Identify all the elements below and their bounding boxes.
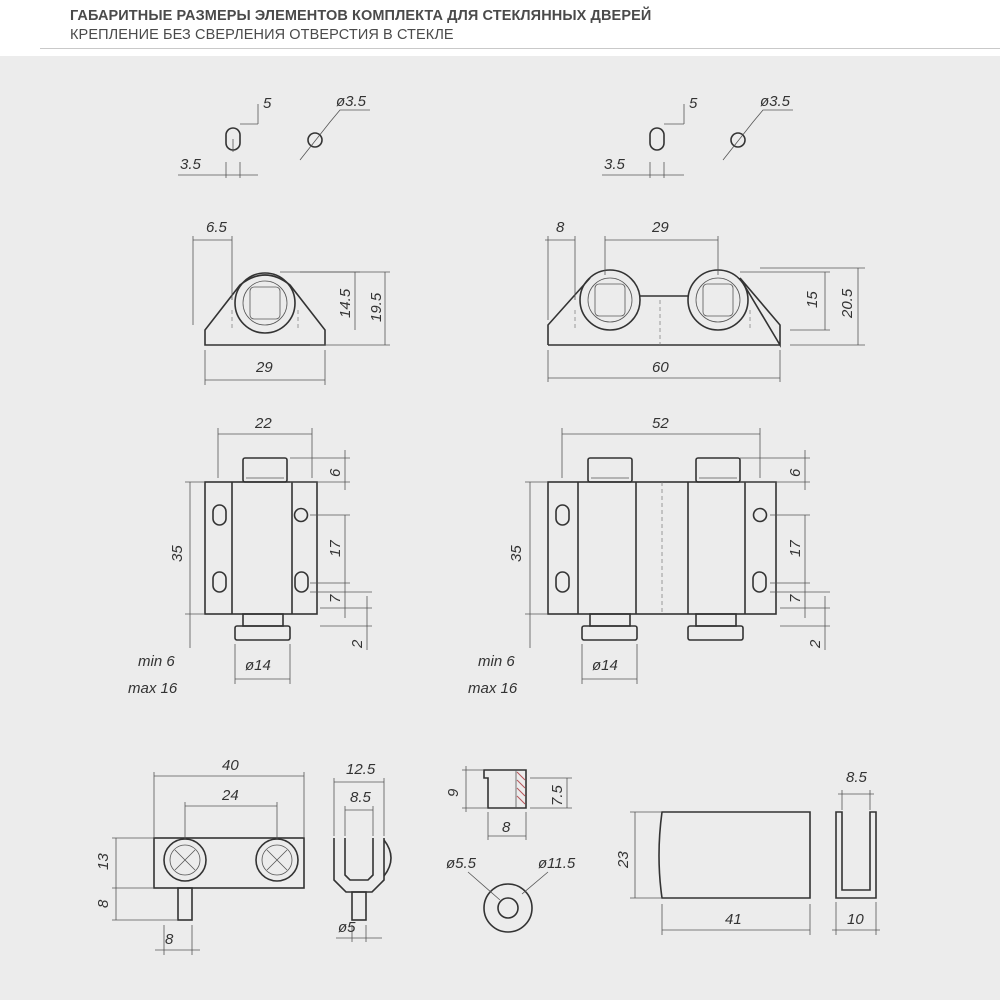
header-bar <box>0 0 1000 56</box>
side-inner-label: 8.5 <box>350 789 371 806</box>
double-max-label: max 16 <box>468 680 518 697</box>
double-roller-diameter-label: ø14 <box>592 657 618 674</box>
single-total-height-label: 19.5 <box>368 292 385 322</box>
single-bracket-front <box>193 219 390 385</box>
double-body-width-label: 52 <box>652 415 669 432</box>
double-hole-pitch-label: 17 <box>787 540 804 557</box>
hole-diameter-label-2: ø3.5 <box>760 93 791 110</box>
double-hole-offset-label: 7 <box>787 594 804 603</box>
header-rule <box>40 48 1000 49</box>
double-bracket-front <box>545 219 865 382</box>
bushing-width-label: 8 <box>502 819 511 836</box>
double-button-height-label: 6 <box>787 468 804 477</box>
cover-width-label: 41 <box>725 911 742 928</box>
technical-drawing <box>0 56 1000 1000</box>
plate-height-label: 13 <box>95 853 112 870</box>
plate-width-label: 40 <box>222 757 239 774</box>
bushing-inner-height-label: 7.5 <box>549 785 566 806</box>
single-hole-pitch-label: 17 <box>327 540 344 557</box>
single-offset-label: 6.5 <box>206 219 227 236</box>
single-min-label: min 6 <box>138 653 175 670</box>
single-body-height-label: 35 <box>169 545 186 562</box>
cover-height-label: 23 <box>615 851 632 868</box>
bushing-height-label: 9 <box>445 788 462 797</box>
double-pitch-label: 29 <box>652 219 669 236</box>
double-offset-label: 8 <box>556 219 565 236</box>
single-body-width-label: 22 <box>255 415 272 432</box>
hole-detail-left <box>300 93 370 160</box>
double-bracket-top <box>468 415 830 697</box>
single-bracket-top <box>128 415 372 697</box>
double-width-label: 60 <box>652 359 669 376</box>
slot-width-label-2: 5 <box>689 95 698 112</box>
side-width-label: 12.5 <box>346 761 376 778</box>
pin-diameter-label: ø5 <box>338 919 356 936</box>
hole-detail-right <box>723 93 793 160</box>
double-total-height-label: 20.5 <box>839 288 856 318</box>
single-max-label: max 16 <box>128 680 178 697</box>
page-subtitle: КРЕПЛЕНИЕ БЕЗ СВЕРЛЕНИЯ ОТВЕРСТИЯ В СТЕКЛЕ <box>70 27 454 43</box>
washer-detail <box>446 855 576 932</box>
double-min-label: min 6 <box>478 653 515 670</box>
single-roller-diameter-label: ø14 <box>245 657 271 674</box>
plate-with-rollers <box>95 757 304 955</box>
plate-pin-width-label: 8 <box>165 931 174 948</box>
u-profile-detail <box>832 769 880 935</box>
slot-detail-right <box>602 95 698 178</box>
single-gap-label: 2 <box>349 639 366 648</box>
slot-height-label: 3.5 <box>180 156 201 173</box>
plate-pin-height-label: 8 <box>95 899 112 908</box>
hole-diameter-label: ø3.5 <box>336 93 367 110</box>
double-body-height-label: 35 <box>508 545 525 562</box>
single-button-height-label: 6 <box>327 468 344 477</box>
single-width-label: 29 <box>256 359 273 376</box>
cover-detail <box>615 812 810 935</box>
single-hole-offset-label: 7 <box>327 594 344 603</box>
slot-detail-left <box>178 95 272 178</box>
washer-outer-diameter-label: ø11.5 <box>538 855 576 872</box>
bushing-detail <box>445 766 572 840</box>
profile-inner-label: 8.5 <box>846 769 867 786</box>
double-inner-height-label: 15 <box>804 291 821 308</box>
washer-inner-diameter-label: ø5.5 <box>446 855 477 872</box>
single-inner-height-label: 14.5 <box>337 288 354 318</box>
plate-pitch-label: 24 <box>222 787 239 804</box>
page-title: ГАБАРИТНЫЕ РАЗМЕРЫ ЭЛЕМЕНТОВ КОМПЛЕКТА ДЛЯ СТЕКЛЯННЫХ ДВЕРЕЙ <box>70 8 652 24</box>
slot-width-label: 5 <box>263 95 272 112</box>
profile-outer-label: 10 <box>847 911 864 928</box>
double-gap-label: 2 <box>807 639 824 648</box>
slot-height-label-2: 3.5 <box>604 156 625 173</box>
bracket-side-view <box>334 761 391 942</box>
